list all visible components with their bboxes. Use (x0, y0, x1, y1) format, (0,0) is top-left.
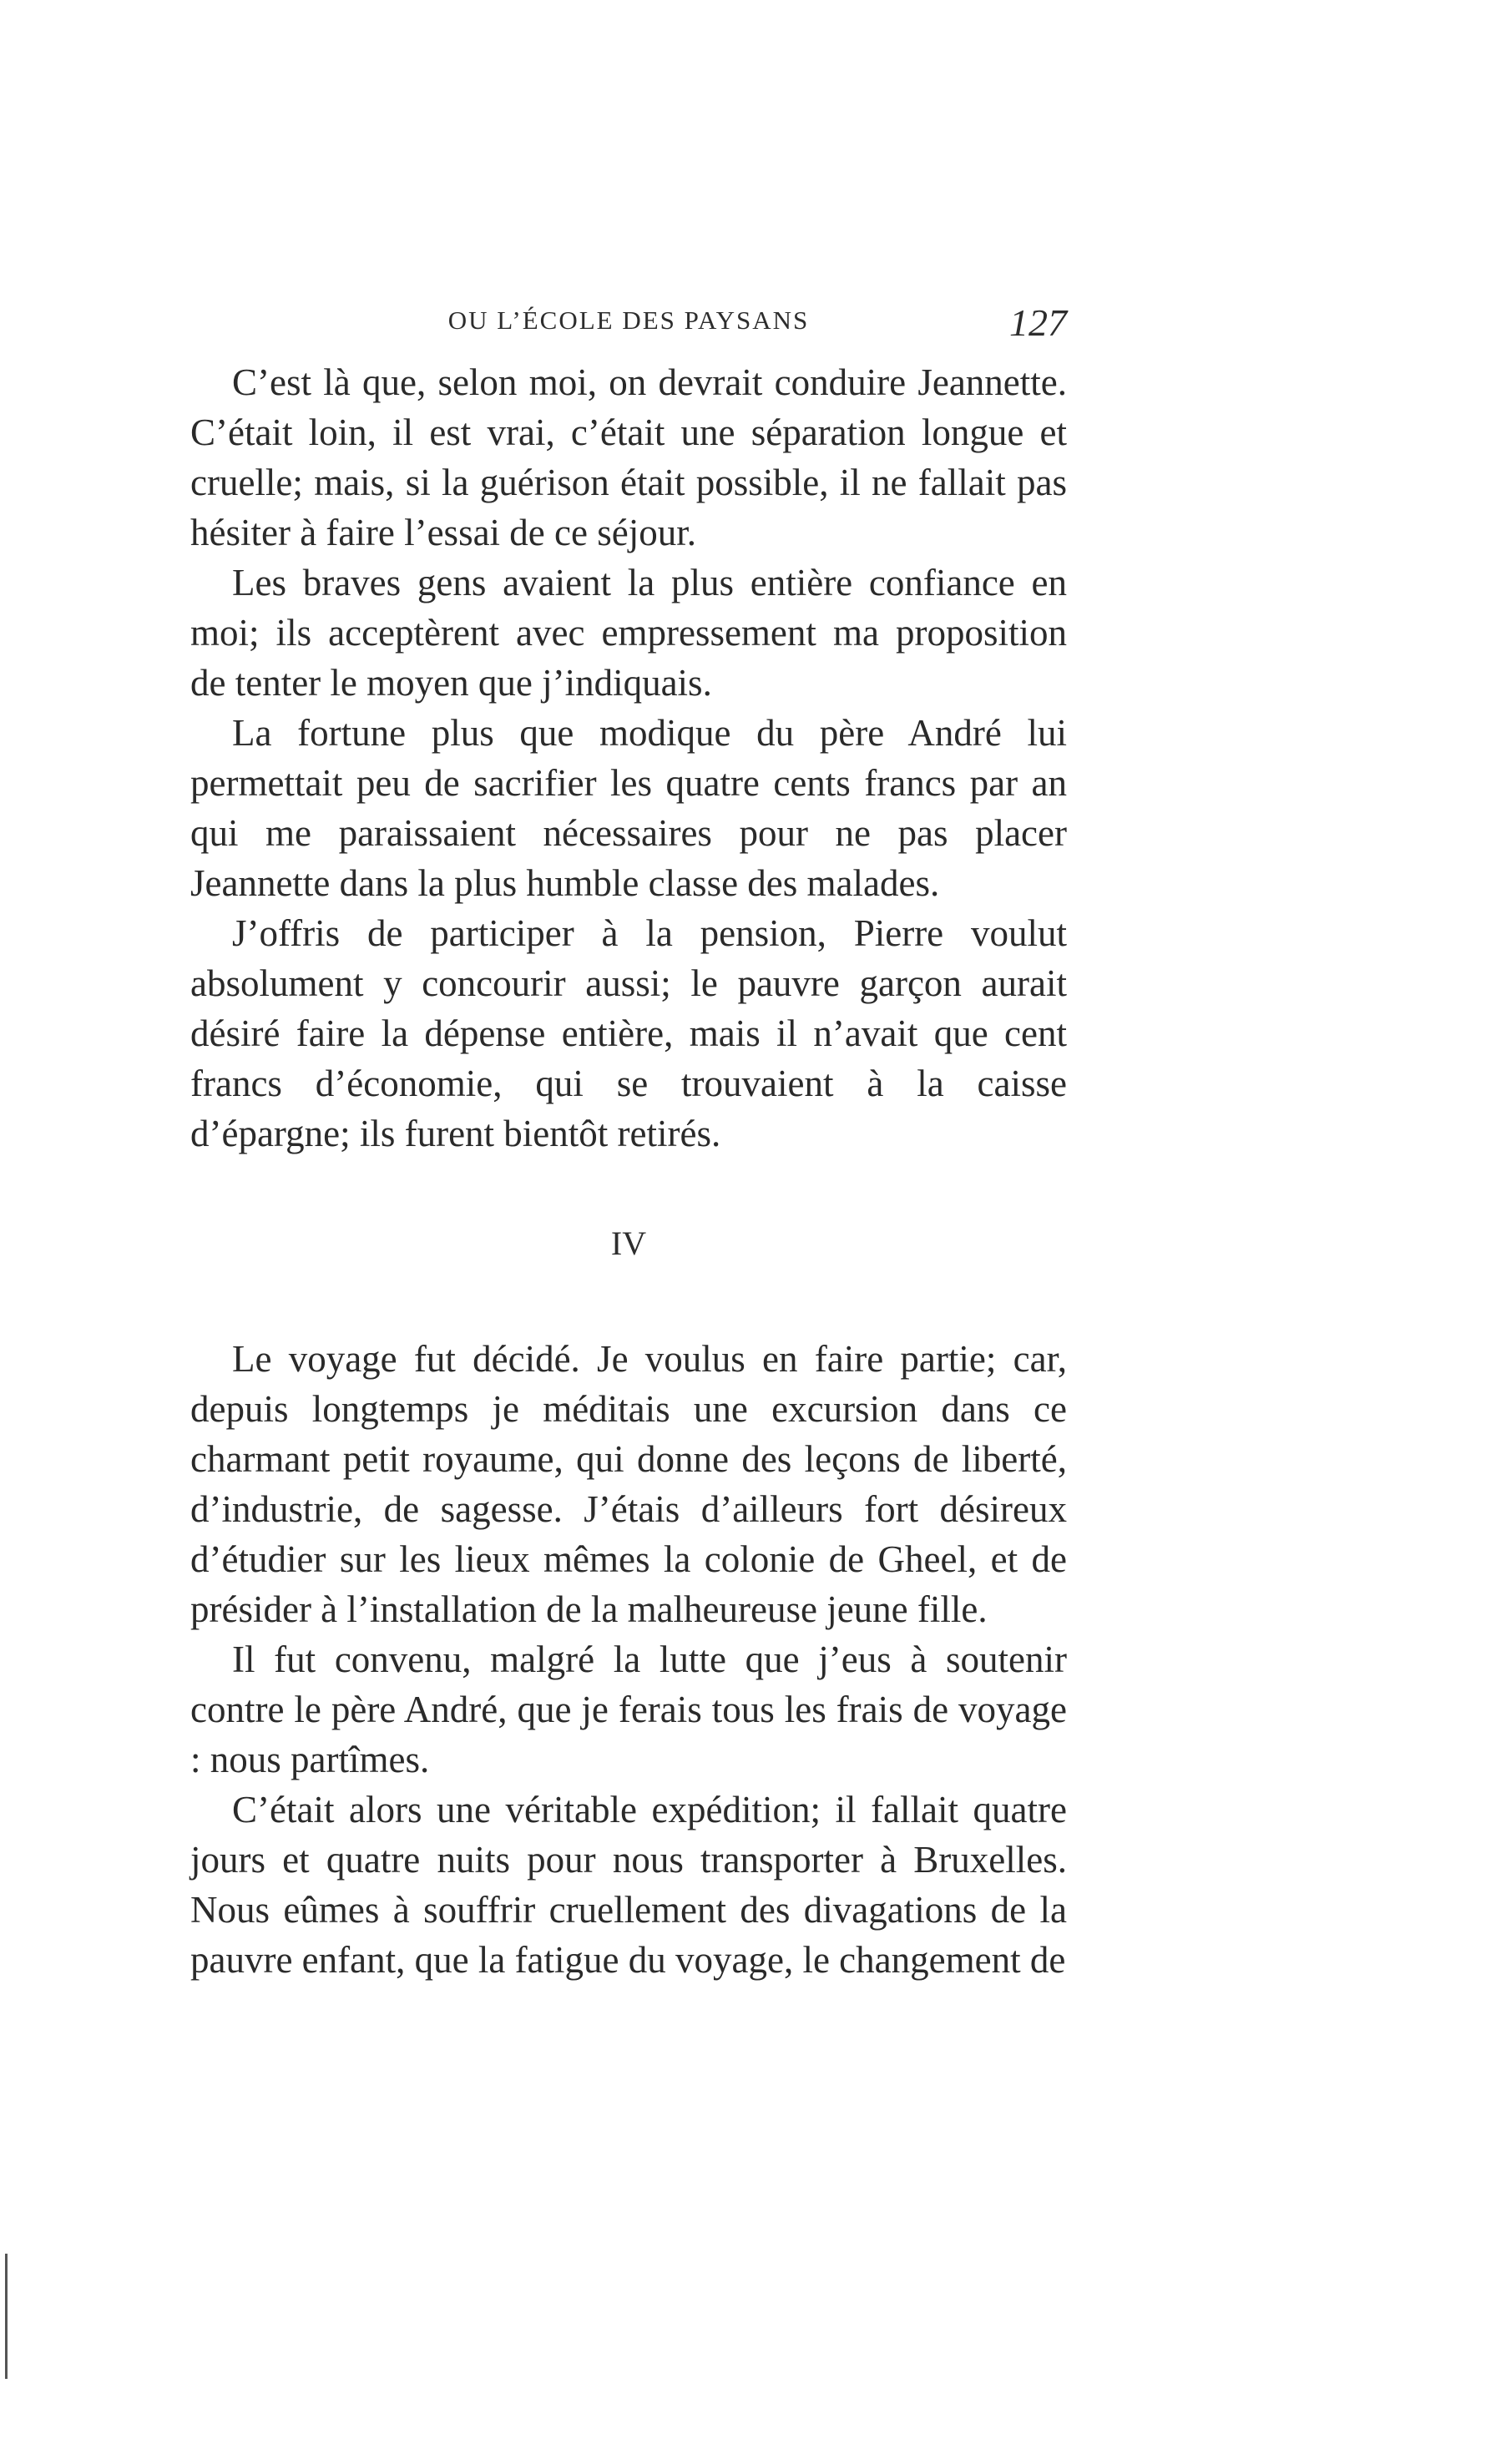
text-block-before-section (190, 357, 1067, 1159)
paragraph: C’est là que, selon moi, on devrait conduire Jeannette. C’était loin, il est vrai, c’était une séparation longue et cruelle; mais, si la guérison était possible, il ne fallait pas hésiter à faire l’essai de ce séjour. (190, 361, 1067, 553)
paragraph: La fortune plus que modique du père André lui permettait peu de sacrifier les quatre cents francs par an qui me paraissaient nécessaires pour ne pas placer Jeannette dans la plus humble classe des malades. (190, 712, 1067, 904)
paragraph: Il fut convenu, malgré la lutte que j’eus à soutenir contre le père André, que je ferais tous les frais de voyage : nous partîmes. (190, 1638, 1067, 1780)
section-heading: IV (610, 1224, 647, 1262)
running-title: OU L’ÉCOLE DES PAYSANS (447, 305, 810, 335)
page-number: 127 (1009, 301, 1067, 344)
paragraph: Le voyage fut décidé. Je voulus en faire partie; car, depuis longtemps je méditais une excursion dans ce charmant petit royaume, qui donne des leçons de liberté, d’industrie, de sagesse. J’étais d’ailleurs fort désireux d’étudier sur les lieux mêmes la colonie de Gheel, et de présider à l’installation de la malheureuse jeune fille. (190, 1338, 1067, 1630)
running-head (190, 301, 1067, 347)
paragraph: C’était alors une véritable expédition; il fallait quatre jours et quatre nuits pour nous transporter à Bruxelles. Nous eûmes à souffrir cruellement des divagations de la pauvre enfant, que la fatigue du voyage, le changement de (190, 1789, 1067, 1981)
paragraph: J’offris de participer à la pension, Pierre voulut absolument y concourir aussi; le pauvre garçon aurait désiré faire la dépense entière, mais il n’avait que cent francs d’économie, qui se trouvaient à la caisse d’épargne; ils furent bientôt retirés. (190, 912, 1067, 1154)
text-block-section-iv (190, 1334, 1067, 1985)
scan-edge-mark (5, 2254, 8, 2379)
paragraph: Les braves gens avaient la plus entière confiance en moi; ils acceptèrent avec empressement ma proposition de tenter le moyen que j’indiquais. (190, 562, 1067, 704)
